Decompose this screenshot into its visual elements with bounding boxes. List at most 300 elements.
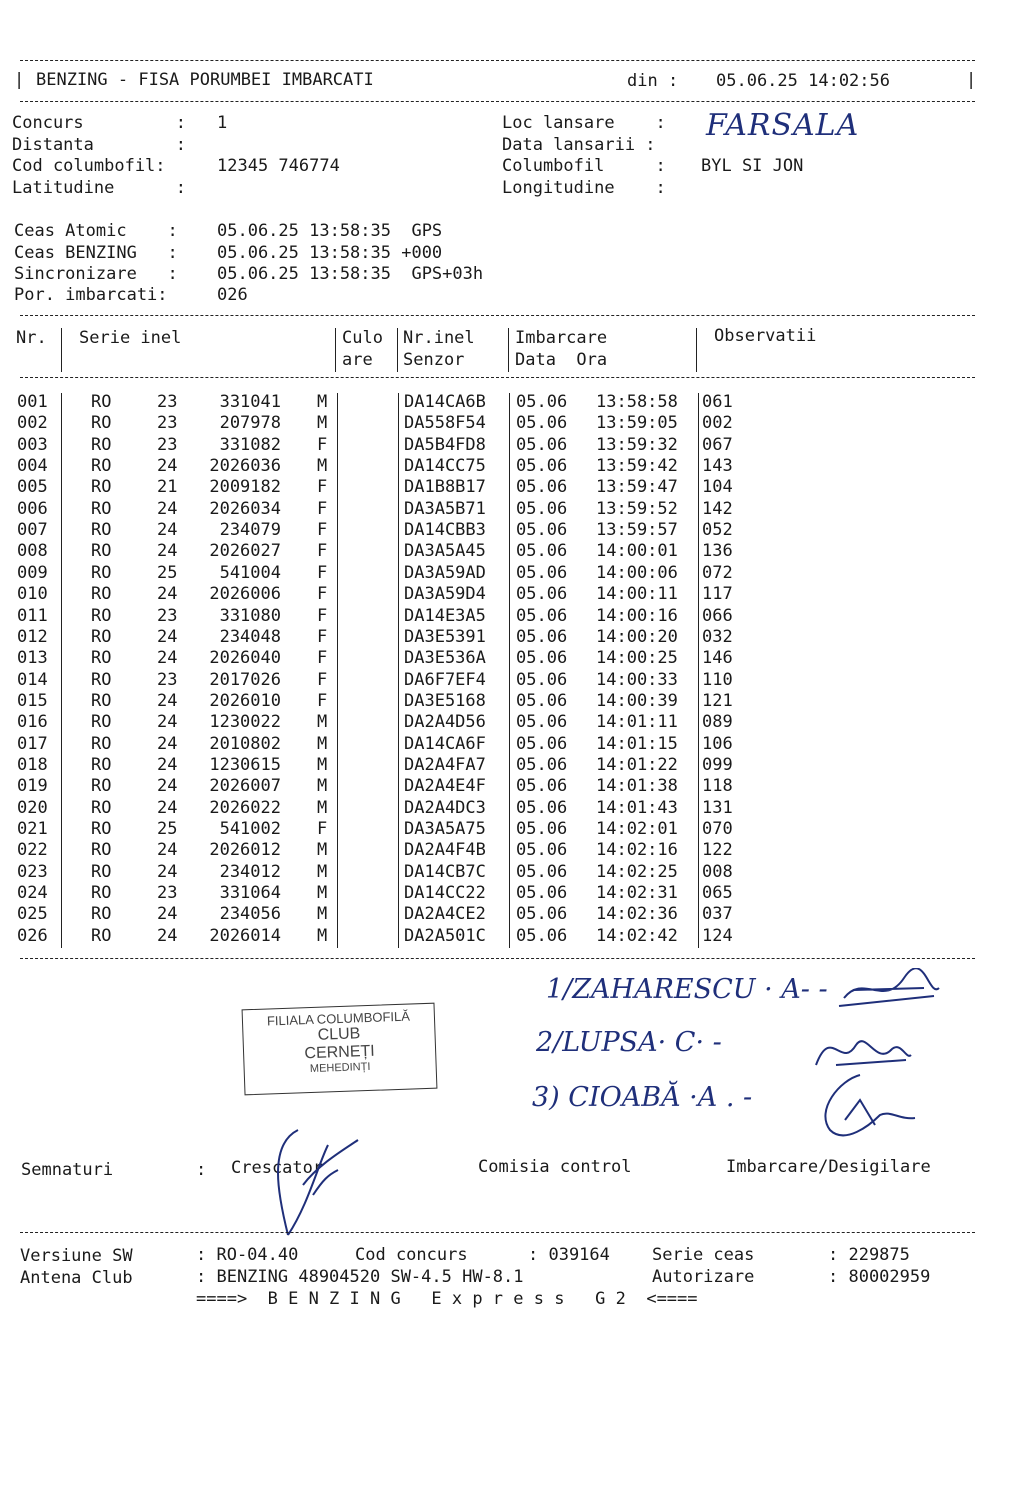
cell-sensor-ring: DA3A59AD <box>404 562 486 583</box>
cell-sensor-ring: DA14CC75 <box>404 456 486 477</box>
cell-nr: 009 <box>17 562 48 583</box>
table-row <box>0 670 1024 691</box>
cell-ring-number: 331041 <box>219 392 281 412</box>
cell-nr: 022 <box>17 840 48 861</box>
header-top-rule <box>20 60 975 61</box>
antena-club-label: Antena Club <box>20 1268 133 1288</box>
cell-sex: M <box>317 754 328 775</box>
cell-date: 05.06 <box>516 626 568 647</box>
cell-country: RO <box>91 669 112 690</box>
cell-sensor-ring: DA2A4F4B <box>404 840 486 861</box>
cell-observatii: 106 <box>702 733 733 754</box>
cell-year: 24 <box>157 797 178 818</box>
cell-date: 05.06 <box>516 776 568 797</box>
breeder-signature <box>258 1125 368 1245</box>
cell-date: 05.06 <box>516 584 568 605</box>
cell-sex: F <box>317 498 328 519</box>
cell-year: 24 <box>157 712 178 733</box>
body-divider-culoare <box>398 393 399 948</box>
table-row <box>0 520 1024 541</box>
cell-date: 05.06 <box>516 392 568 412</box>
cell-year: 23 <box>157 605 178 626</box>
cell-sex: F <box>317 669 328 690</box>
header-divider-culoare <box>397 328 398 372</box>
cell-sex: M <box>317 733 328 754</box>
cell-date: 05.06 <box>516 669 568 690</box>
cell-sex: F <box>317 584 328 605</box>
cell-sex: M <box>317 712 328 733</box>
concurs-value: 1 <box>217 113 228 133</box>
table-row <box>0 883 1024 904</box>
cell-date: 05.06 <box>516 840 568 861</box>
cell-year: 23 <box>157 413 178 434</box>
columbofil-value: BYL SI JON <box>701 156 804 176</box>
table-row <box>0 477 1024 498</box>
cell-ring-number: 2026012 <box>209 840 281 861</box>
cell-year: 24 <box>157 925 178 946</box>
cell-sensor-ring: DA6F7EF4 <box>404 669 486 690</box>
cell-sensor-ring: DA1B8B17 <box>404 477 486 498</box>
cell-country: RO <box>91 456 112 477</box>
imbarcare-desigilare-label: Imbarcare/Desigilare <box>726 1157 931 1177</box>
document-title: BENZING - FISA PORUMBEI IMBARCATI <box>36 70 374 90</box>
cell-nr: 004 <box>17 456 48 477</box>
cell-sensor-ring: DA558F54 <box>404 413 486 434</box>
cell-year: 23 <box>157 392 178 412</box>
cell-observatii: 117 <box>702 584 733 605</box>
cell-sensor-ring: DA3E536A <box>404 648 486 669</box>
body-divider-serie <box>337 393 338 948</box>
cell-country: RO <box>91 690 112 711</box>
cell-date: 05.06 <box>516 690 568 711</box>
cell-nr: 026 <box>17 925 48 946</box>
cell-sensor-ring: DA5B4FD8 <box>404 434 486 455</box>
table-row <box>0 734 1024 755</box>
cell-ring-number: 2026010 <box>209 690 281 711</box>
cell-nr: 008 <box>17 541 48 562</box>
cell-time: 13:59:47 <box>596 477 678 498</box>
cell-ring-number: 2017026 <box>209 669 281 690</box>
cell-observatii: 061 <box>702 392 733 412</box>
cell-time: 14:00:06 <box>596 562 678 583</box>
cod-concurs-label: Cod concurs <box>355 1245 468 1265</box>
cell-ring-number: 207978 <box>219 413 281 434</box>
cell-ring-number: 331064 <box>219 883 281 904</box>
cell-sensor-ring: DA14CA6B <box>404 392 486 412</box>
cell-observatii: 052 <box>702 520 733 541</box>
cell-ring-number: 541004 <box>219 562 281 583</box>
cell-observatii: 121 <box>702 690 733 711</box>
col-header-culoare-1: Culo <box>342 328 383 348</box>
cell-observatii: 122 <box>702 840 733 861</box>
cell-year: 24 <box>157 861 178 882</box>
autorizare-value: : 80002959 <box>828 1267 931 1287</box>
cell-ring-number: 2026027 <box>209 541 281 562</box>
cell-year: 24 <box>157 904 178 925</box>
cell-sex: M <box>317 904 328 925</box>
cell-sex: F <box>317 562 328 583</box>
cell-ring-number: 234056 <box>219 904 281 925</box>
cell-nr: 021 <box>17 819 48 839</box>
cell-ring-number: 1230022 <box>209 712 281 733</box>
table-row <box>0 819 1024 840</box>
serie-ceas-label: Serie ceas <box>652 1245 755 1265</box>
cell-nr: 013 <box>17 648 48 669</box>
cell-time: 14:02:31 <box>596 883 678 904</box>
cell-ring-number: 2026036 <box>209 456 281 477</box>
table-row <box>0 798 1024 819</box>
cell-observatii: 067 <box>702 434 733 455</box>
cell-time: 14:00:39 <box>596 690 678 711</box>
cell-country: RO <box>91 626 112 647</box>
cell-sex: M <box>317 776 328 797</box>
cell-year: 21 <box>157 477 178 498</box>
header-divider-serie <box>335 328 336 372</box>
cell-date: 05.06 <box>516 712 568 733</box>
table-row <box>0 904 1024 925</box>
cell-time: 14:00:20 <box>596 626 678 647</box>
cell-nr: 016 <box>17 712 48 733</box>
latitudine-label: Latitudine : <box>12 178 186 198</box>
cell-year: 24 <box>157 754 178 775</box>
din-timestamp: 05.06.25 14:02:56 <box>716 71 890 91</box>
cell-year: 24 <box>157 520 178 541</box>
footer-top-rule <box>20 1232 975 1233</box>
cell-nr: 019 <box>17 776 48 797</box>
table-row <box>0 755 1024 776</box>
cell-country: RO <box>91 904 112 925</box>
comisia-control-label: Comisia control <box>478 1157 632 1177</box>
stamp-line-3: CERNEȚI <box>304 1042 376 1063</box>
antena-club-value: : BENZING 48904520 SW-4.5 HW-8.1 <box>196 1267 524 1287</box>
cell-observatii: 124 <box>702 925 733 946</box>
cell-nr: 014 <box>17 669 48 690</box>
cell-observatii: 032 <box>702 626 733 647</box>
cell-observatii: 118 <box>702 776 733 797</box>
cell-observatii: 008 <box>702 861 733 882</box>
semnaturi-label: Semnaturi <box>21 1160 114 1180</box>
body-divider-senzor <box>509 393 510 948</box>
cell-nr: 010 <box>17 584 48 605</box>
cell-nr: 005 <box>17 477 48 498</box>
cell-date: 05.06 <box>516 861 568 882</box>
header-right-bar: | <box>966 70 977 90</box>
cell-time: 14:01:15 <box>596 733 678 754</box>
club-stamp <box>242 1003 438 1096</box>
cell-country: RO <box>91 584 112 605</box>
cell-sex: M <box>317 925 328 946</box>
concurs-label: Concurs : <box>12 113 186 133</box>
cell-country: RO <box>91 776 112 797</box>
cell-sensor-ring: DA3E5391 <box>404 626 486 647</box>
cell-nr: 015 <box>17 690 48 711</box>
cell-sensor-ring: DA3A5A45 <box>404 541 486 562</box>
table-row <box>0 499 1024 520</box>
cell-sensor-ring: DA2A4FA7 <box>404 754 486 775</box>
commission-member-1: 1/ZAHARESCU · A- - <box>546 974 828 1005</box>
cell-date: 05.06 <box>516 883 568 904</box>
col-header-serie-inel: Serie inel <box>79 328 182 348</box>
columbofil-label: Columbofil : <box>502 156 666 176</box>
stamp-line-4: MEHEDINȚI <box>309 1060 371 1076</box>
col-header-culoare-2: are <box>342 350 373 370</box>
cell-ring-number: 2026006 <box>209 584 281 605</box>
cell-date: 05.06 <box>516 562 568 583</box>
data-lansarii-label: Data lansarii : <box>502 135 656 155</box>
header-bottom-rule <box>20 101 975 102</box>
table-row <box>0 584 1024 605</box>
cell-year: 24 <box>157 498 178 519</box>
cell-year: 25 <box>157 819 178 839</box>
cell-sensor-ring: DA2A4D56 <box>404 712 486 733</box>
table-row <box>0 606 1024 627</box>
cell-date: 05.06 <box>516 925 568 946</box>
cell-year: 24 <box>157 584 178 605</box>
cell-ring-number: 234012 <box>219 861 281 882</box>
cell-observatii: 070 <box>702 819 733 839</box>
table-row <box>0 648 1024 669</box>
cell-nr: 012 <box>17 626 48 647</box>
cell-sex: F <box>317 819 328 839</box>
header-divider-imbarcare <box>696 328 697 372</box>
cell-country: RO <box>91 392 112 412</box>
cell-country: RO <box>91 840 112 861</box>
cell-nr: 007 <box>17 520 48 541</box>
cell-time: 13:59:42 <box>596 456 678 477</box>
sincronizare-value: 05.06.25 13:58:35 GPS+03h <box>217 264 484 284</box>
cell-ring-number: 2026034 <box>209 498 281 519</box>
distanta-label: Distanta : <box>12 135 186 155</box>
cod-concurs-value: : 039164 <box>528 1245 610 1265</box>
cell-ring-number: 1230615 <box>209 754 281 775</box>
cell-nr: 025 <box>17 904 48 925</box>
cell-date: 05.06 <box>516 413 568 434</box>
cell-country: RO <box>91 754 112 775</box>
table-row <box>0 392 1024 413</box>
cell-sex: F <box>317 520 328 541</box>
cell-year: 24 <box>157 541 178 562</box>
cell-ring-number: 234048 <box>219 626 281 647</box>
cell-nr: 006 <box>17 498 48 519</box>
cod-columbofil-label: Cod columbofil: <box>12 156 166 176</box>
cell-country: RO <box>91 712 112 733</box>
cell-ring-number: 2026040 <box>209 648 281 669</box>
cell-country: RO <box>91 605 112 626</box>
cell-observatii: 065 <box>702 883 733 904</box>
cell-country: RO <box>91 520 112 541</box>
cell-sex: F <box>317 477 328 498</box>
stamp-line-1: FILIALA COLUMBOFILĂ <box>266 1008 411 1029</box>
loc-lansare-value: FARSALA <box>706 108 860 143</box>
cod-columbofil-value: 12345 746774 <box>217 156 340 176</box>
table-row <box>0 413 1024 434</box>
signature-3 <box>800 1070 920 1150</box>
cell-observatii: 104 <box>702 477 733 498</box>
din-label: din : <box>627 71 679 91</box>
ceas-atomic-value: 05.06.25 13:58:35 GPS <box>217 221 443 241</box>
cell-country: RO <box>91 819 112 839</box>
por-imbarcati-label: Por. imbarcati: <box>14 285 168 305</box>
loc-lansare-label: Loc lansare : <box>502 113 666 133</box>
cell-time: 13:59:57 <box>596 520 678 541</box>
cell-time: 14:01:22 <box>596 754 678 775</box>
table-row <box>0 456 1024 477</box>
cell-nr: 001 <box>17 392 48 412</box>
cell-sex: M <box>317 861 328 882</box>
cell-country: RO <box>91 498 112 519</box>
table-row <box>0 563 1024 584</box>
col-header-nr-inel: Nr.inel <box>403 328 475 348</box>
cell-sex: M <box>317 797 328 818</box>
cell-sex: M <box>317 883 328 904</box>
cell-time: 14:00:11 <box>596 584 678 605</box>
cell-date: 05.06 <box>516 733 568 754</box>
autorizare-label: Autorizare <box>652 1267 755 1287</box>
cell-sensor-ring: DA14CBB3 <box>404 520 486 541</box>
cell-sex: M <box>317 456 328 477</box>
cell-country: RO <box>91 562 112 583</box>
cell-year: 23 <box>157 669 178 690</box>
crescator-label: Crescator <box>231 1158 324 1178</box>
cell-nr: 018 <box>17 754 48 775</box>
cell-time: 13:59:05 <box>596 413 678 434</box>
cell-nr: 024 <box>17 883 48 904</box>
cell-time: 14:02:01 <box>596 819 678 839</box>
cell-sensor-ring: DA3A5A75 <box>404 819 486 839</box>
cell-nr: 003 <box>17 434 48 455</box>
cell-country: RO <box>91 541 112 562</box>
versiune-sw-label: Versiune SW <box>20 1246 133 1266</box>
cell-ring-number: 541002 <box>219 819 281 839</box>
table-header-bottom-rule <box>20 377 975 378</box>
body-divider-nr <box>61 393 62 948</box>
table-row <box>0 541 1024 562</box>
commission-member-2: 2/LUPSA· C· - <box>536 1027 722 1058</box>
table-row <box>0 435 1024 456</box>
cell-observatii: 146 <box>702 648 733 669</box>
table-row <box>0 712 1024 733</box>
cell-observatii: 142 <box>702 498 733 519</box>
cell-year: 24 <box>157 456 178 477</box>
cell-ring-number: 2010802 <box>209 733 281 754</box>
cell-year: 24 <box>157 648 178 669</box>
cell-nr: 017 <box>17 733 48 754</box>
cell-date: 05.06 <box>516 498 568 519</box>
cell-date: 05.06 <box>516 819 568 839</box>
semnaturi-colon: : <box>196 1160 207 1180</box>
col-header-senzor: Senzor <box>403 350 465 370</box>
cell-year: 23 <box>157 434 178 455</box>
cell-year: 23 <box>157 883 178 904</box>
cell-observatii: 037 <box>702 904 733 925</box>
cell-time: 13:59:32 <box>596 434 678 455</box>
cell-observatii: 099 <box>702 754 733 775</box>
cell-sex: F <box>317 541 328 562</box>
cell-sex: F <box>317 434 328 455</box>
cell-ring-number: 2026014 <box>209 925 281 946</box>
cell-observatii: 072 <box>702 562 733 583</box>
table-row <box>0 840 1024 861</box>
por-imbarcati-value: 026 <box>217 285 248 305</box>
cell-sensor-ring: DA2A4DC3 <box>404 797 486 818</box>
cell-year: 24 <box>157 690 178 711</box>
cell-country: RO <box>91 925 112 946</box>
cell-time: 14:02:36 <box>596 904 678 925</box>
cell-observatii: 110 <box>702 669 733 690</box>
cell-sex: M <box>317 392 328 412</box>
cell-sensor-ring: DA2A4E4F <box>404 776 486 797</box>
col-header-imbarcare: Imbarcare <box>515 328 608 348</box>
header-left-bar: | <box>14 70 25 90</box>
cell-sex: F <box>317 626 328 647</box>
table-row <box>0 862 1024 883</box>
table-bottom-rule <box>20 958 975 959</box>
cell-year: 24 <box>157 733 178 754</box>
cell-date: 05.06 <box>516 754 568 775</box>
cell-time: 14:01:43 <box>596 797 678 818</box>
cell-date: 05.06 <box>516 541 568 562</box>
cell-ring-number: 2009182 <box>209 477 281 498</box>
cell-time: 14:02:16 <box>596 840 678 861</box>
cell-ring-number: 331080 <box>219 605 281 626</box>
cell-date: 05.06 <box>516 434 568 455</box>
table-row <box>0 926 1024 947</box>
cell-observatii: 066 <box>702 605 733 626</box>
cell-country: RO <box>91 861 112 882</box>
cell-country: RO <box>91 648 112 669</box>
cell-nr: 002 <box>17 413 48 434</box>
cell-sex: F <box>317 605 328 626</box>
cell-time: 13:59:52 <box>596 498 678 519</box>
cell-time: 14:00:33 <box>596 669 678 690</box>
cell-time: 14:01:11 <box>596 712 678 733</box>
cell-date: 05.06 <box>516 797 568 818</box>
cell-sex: M <box>317 840 328 861</box>
cell-year: 24 <box>157 776 178 797</box>
cell-sex: F <box>317 648 328 669</box>
cell-time: 14:02:42 <box>596 925 678 946</box>
cell-nr: 011 <box>17 605 48 626</box>
cell-time: 14:02:25 <box>596 861 678 882</box>
cell-ring-number: 234079 <box>219 520 281 541</box>
col-header-data-ora: Data Ora <box>515 350 608 370</box>
cell-date: 05.06 <box>516 456 568 477</box>
cell-time: 14:00:01 <box>596 541 678 562</box>
cell-observatii: 089 <box>702 712 733 733</box>
cell-observatii: 002 <box>702 413 733 434</box>
cell-sensor-ring: DA14CB7C <box>404 861 486 882</box>
cell-ring-number: 331082 <box>219 434 281 455</box>
cell-sensor-ring: DA14CA6F <box>404 733 486 754</box>
cell-ring-number: 2026022 <box>209 797 281 818</box>
stamp-line-2: CLUB <box>317 1025 361 1044</box>
col-header-nr: Nr. <box>16 328 47 348</box>
cell-country: RO <box>91 733 112 754</box>
table-header-top-rule <box>20 315 975 316</box>
cell-year: 24 <box>157 626 178 647</box>
table-row <box>0 691 1024 712</box>
cell-year: 24 <box>157 840 178 861</box>
cell-date: 05.06 <box>516 648 568 669</box>
cell-date: 05.06 <box>516 477 568 498</box>
versiune-sw-value: : RO-04.40 <box>196 1245 299 1265</box>
cell-time: 13:58:58 <box>596 392 678 412</box>
longitudine-label: Longitudine : <box>502 178 666 198</box>
serie-ceas-value: : 229875 <box>828 1245 910 1265</box>
table-row <box>0 627 1024 648</box>
commission-member-3: 3) CIOABĂ ·A . - <box>532 1082 753 1113</box>
cell-sensor-ring: DA3A5B71 <box>404 498 486 519</box>
